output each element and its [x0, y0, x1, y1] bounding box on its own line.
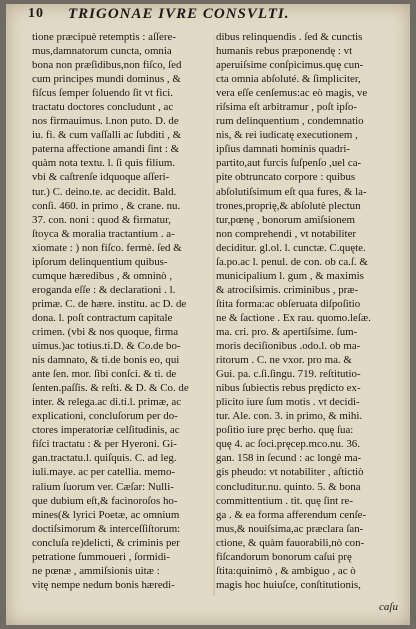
- text-columns: [32, 30, 402, 598]
- text-line: tractatu doctores concludunt , ac: [32, 101, 174, 114]
- text-line: primæ. C. de hære. institu. ac D. de: [32, 297, 187, 310]
- text-line: fiſcus ſemper ſoluendo ſit vt fici.: [32, 87, 173, 100]
- running-head: TRIGONAE IVRE CONSVLTI.: [68, 6, 290, 22]
- text-line: quàm nota textu. l. ſi quis filium.: [32, 157, 176, 170]
- text-line: vera eſſe cenſemus:ac eò magis, ve: [216, 87, 368, 100]
- text-line: conſi. 460. in primo , & crane. nu.: [32, 199, 181, 212]
- text-line: ctores imperatoriæ celſitudinis, ac: [32, 424, 180, 437]
- text-line: ne & ſactione . Ex rau. quomo.leſæ.: [216, 311, 371, 324]
- text-line: 37. con. noni : quod & firmatur,: [32, 213, 172, 226]
- text-line: vitę nempe nedum bonis hæredi-: [32, 578, 175, 591]
- page-header: [28, 6, 396, 26]
- text-line: cumque hæredibus , & omninò ,: [32, 269, 173, 282]
- text-line: ritorum . C. ne vxor. pro ma. &: [216, 354, 352, 367]
- text-line: tur,pœnę , bonorum amiſsionem: [216, 213, 356, 226]
- text-line: ante ſen. mor. ſibi conſci. & ti. de: [32, 368, 177, 381]
- text-line: dibus relinquendis . ſed & cunctis: [216, 31, 363, 43]
- text-line: xiomate : ) non fiſco. fermè. ſed &: [32, 241, 182, 254]
- text-line: cum principes mundi dominus , &: [32, 73, 181, 86]
- text-line: nibus ſubiectis rebus prędicto ex-: [216, 382, 361, 395]
- text-line: riſsima eſt arbitramur , poſt ipſo-: [216, 101, 357, 114]
- right-column: [216, 30, 396, 592]
- text-line: ralium ſuorum ver. Cæſar: Nulli-: [32, 480, 174, 493]
- text-line: vbi & caſtrenſe idquoque aſſeri-: [32, 171, 170, 184]
- text-line: ipſorum delinquentium quibus-: [32, 255, 168, 268]
- text-line: deciditur. gl.ol. l. cunctæ. C.quęte.: [216, 241, 366, 254]
- text-line: pite obtruncato corpore : quibus: [216, 171, 356, 184]
- text-line: rum delinquentium , condemnatio: [216, 115, 364, 128]
- text-line: mines(& lyrici Poetæ, ac omnium: [32, 508, 180, 521]
- text-line: quę 4. ac ſoci.pręcep.mco.nu. 36.: [216, 438, 360, 451]
- text-line: humanis rebus præponendę : vt: [216, 45, 353, 58]
- text-line: ſa.po.ac l. penul. de con. ob ca.ſ. &: [216, 255, 368, 268]
- text-line: ga . & ea forma afferendum cenſe-: [216, 508, 367, 521]
- text-line: gis pheudo: vt notabiliter , aſtictiò: [216, 466, 364, 479]
- text-line: petratione ſummoueri , ſormidi-: [32, 550, 170, 563]
- text-line: ne pœnæ , ammiſsionis uitæ :: [32, 564, 160, 577]
- text-line: aperuiſsime conſpicimus.quę cun-: [216, 59, 364, 72]
- text-line: nis, & rei iudicatę executionem ,: [216, 129, 358, 142]
- text-line: paterna affectione amandi ſint : &: [32, 143, 180, 156]
- text-line: committentium . tit. quę ſint re-: [216, 494, 354, 507]
- book-page: [6, 4, 410, 625]
- text-line: uimus.)ac totius.ti.D. & Co.de bo-: [32, 340, 181, 353]
- text-line: non comprehendi , vt notabiliter: [216, 227, 357, 240]
- text-line: tur. Ale. con. 3. in primo, & mihi.: [216, 410, 363, 423]
- text-line: abſolutiſsimum eſt qua fures, & la-: [216, 185, 367, 198]
- text-line: partito,aut furcis ſuſpenſo ,uel ca-: [216, 157, 362, 170]
- text-line: gan.tractatu.l. quiſquis. C. ad leg.: [32, 452, 177, 465]
- page-number: 10: [28, 6, 44, 21]
- text-line: fiſci tractatu : & per Hyeroni. Gi-: [32, 438, 177, 451]
- text-line: & atrociſsimis. criminibus , præ-: [216, 283, 359, 296]
- text-line: ſtita forma:ac obſeruata diſpoſitio: [216, 297, 361, 310]
- text-line: ma. cri. pro. & apertiſsime. ſum-: [216, 325, 358, 338]
- text-line: Gui. pa. c.ſi.ſingu. 719. reſtitutio-: [216, 368, 361, 381]
- text-line: dona. l. poſt contractum capitale: [32, 311, 173, 324]
- text-line: nis damnato, & ti.de bonis eo, qui: [32, 354, 180, 367]
- text-line: que dubium eſt,& facinoroſos ho-: [32, 494, 178, 507]
- text-line: iu. fi. & cum vaſſalli ac ſubditi , &: [32, 129, 182, 142]
- text-line: fiſcandorum bonorum caſui prę: [216, 550, 352, 563]
- text-line: cta omnia abſoluté. & ſimpliciter,: [216, 73, 361, 86]
- text-line: ſtita:quinimò , & ambiguo , ac ò: [216, 564, 356, 577]
- text-line: bona non præſidibus,non fiſco, ſed: [32, 59, 182, 72]
- text-line: plicito iure ſum motis . vt decidi-: [216, 396, 360, 409]
- text-line: ipſius damnati hominis quadri-: [216, 143, 351, 156]
- left-column: [32, 30, 212, 592]
- text-line: trones,proprię,& abſolutè plectun: [216, 199, 361, 212]
- text-line: concluditur.nu. quinto. 5. & bona: [216, 480, 361, 493]
- text-line: doctiſsimorum & interceſſiſtorum:: [32, 522, 181, 535]
- text-line: magis hoc huiuſce, conſtitutionis,: [216, 578, 361, 591]
- text-line: eroganda eſſe : & declarationi . l.: [32, 283, 176, 296]
- text-line: inter. & relega.ac di.ti.l. primæ, ac: [32, 396, 182, 409]
- text-line: iuli.maye. ac per catellia. memo-: [32, 466, 176, 479]
- text-line: municipalium l. gum , & maximis: [216, 269, 364, 282]
- catchword: caſu: [379, 601, 398, 613]
- text-line: gan. 158 in ſecund : ac longè ma-: [216, 452, 362, 465]
- text-line: tur.) C. deino.te. ac decidit. Bald.: [32, 185, 177, 198]
- text-line: mus,& nouiſsima,ac præclara ſan-: [216, 522, 364, 535]
- text-line: moris deciſionibus .odo.l. ob ma-: [216, 340, 361, 353]
- text-line: ſenten.paſſis. & reſti. & D. & Co. de: [32, 382, 189, 395]
- text-line: mus,damnatorum cuncta, omnia: [32, 45, 172, 58]
- text-line: tione præcipuè retemptis : aſſere-: [32, 31, 176, 43]
- text-line: nos firmauimus. l.non puto. D. de: [32, 115, 179, 128]
- text-line: ſtoyca & moralia tractantium . a-: [32, 227, 175, 240]
- text-line: ctione, & quàm fauorabili,nò con-: [216, 536, 365, 549]
- text-line: explicationi, concluſorum per do-: [32, 410, 178, 423]
- text-line: crimen. (vbi & nos quoque, firma: [32, 325, 179, 338]
- column-gutter: [213, 36, 215, 596]
- text-line: poſitio iure pręc berho. quę ſua:: [216, 424, 354, 437]
- text-line: concluſa re)delicti, & criminis per: [32, 536, 180, 549]
